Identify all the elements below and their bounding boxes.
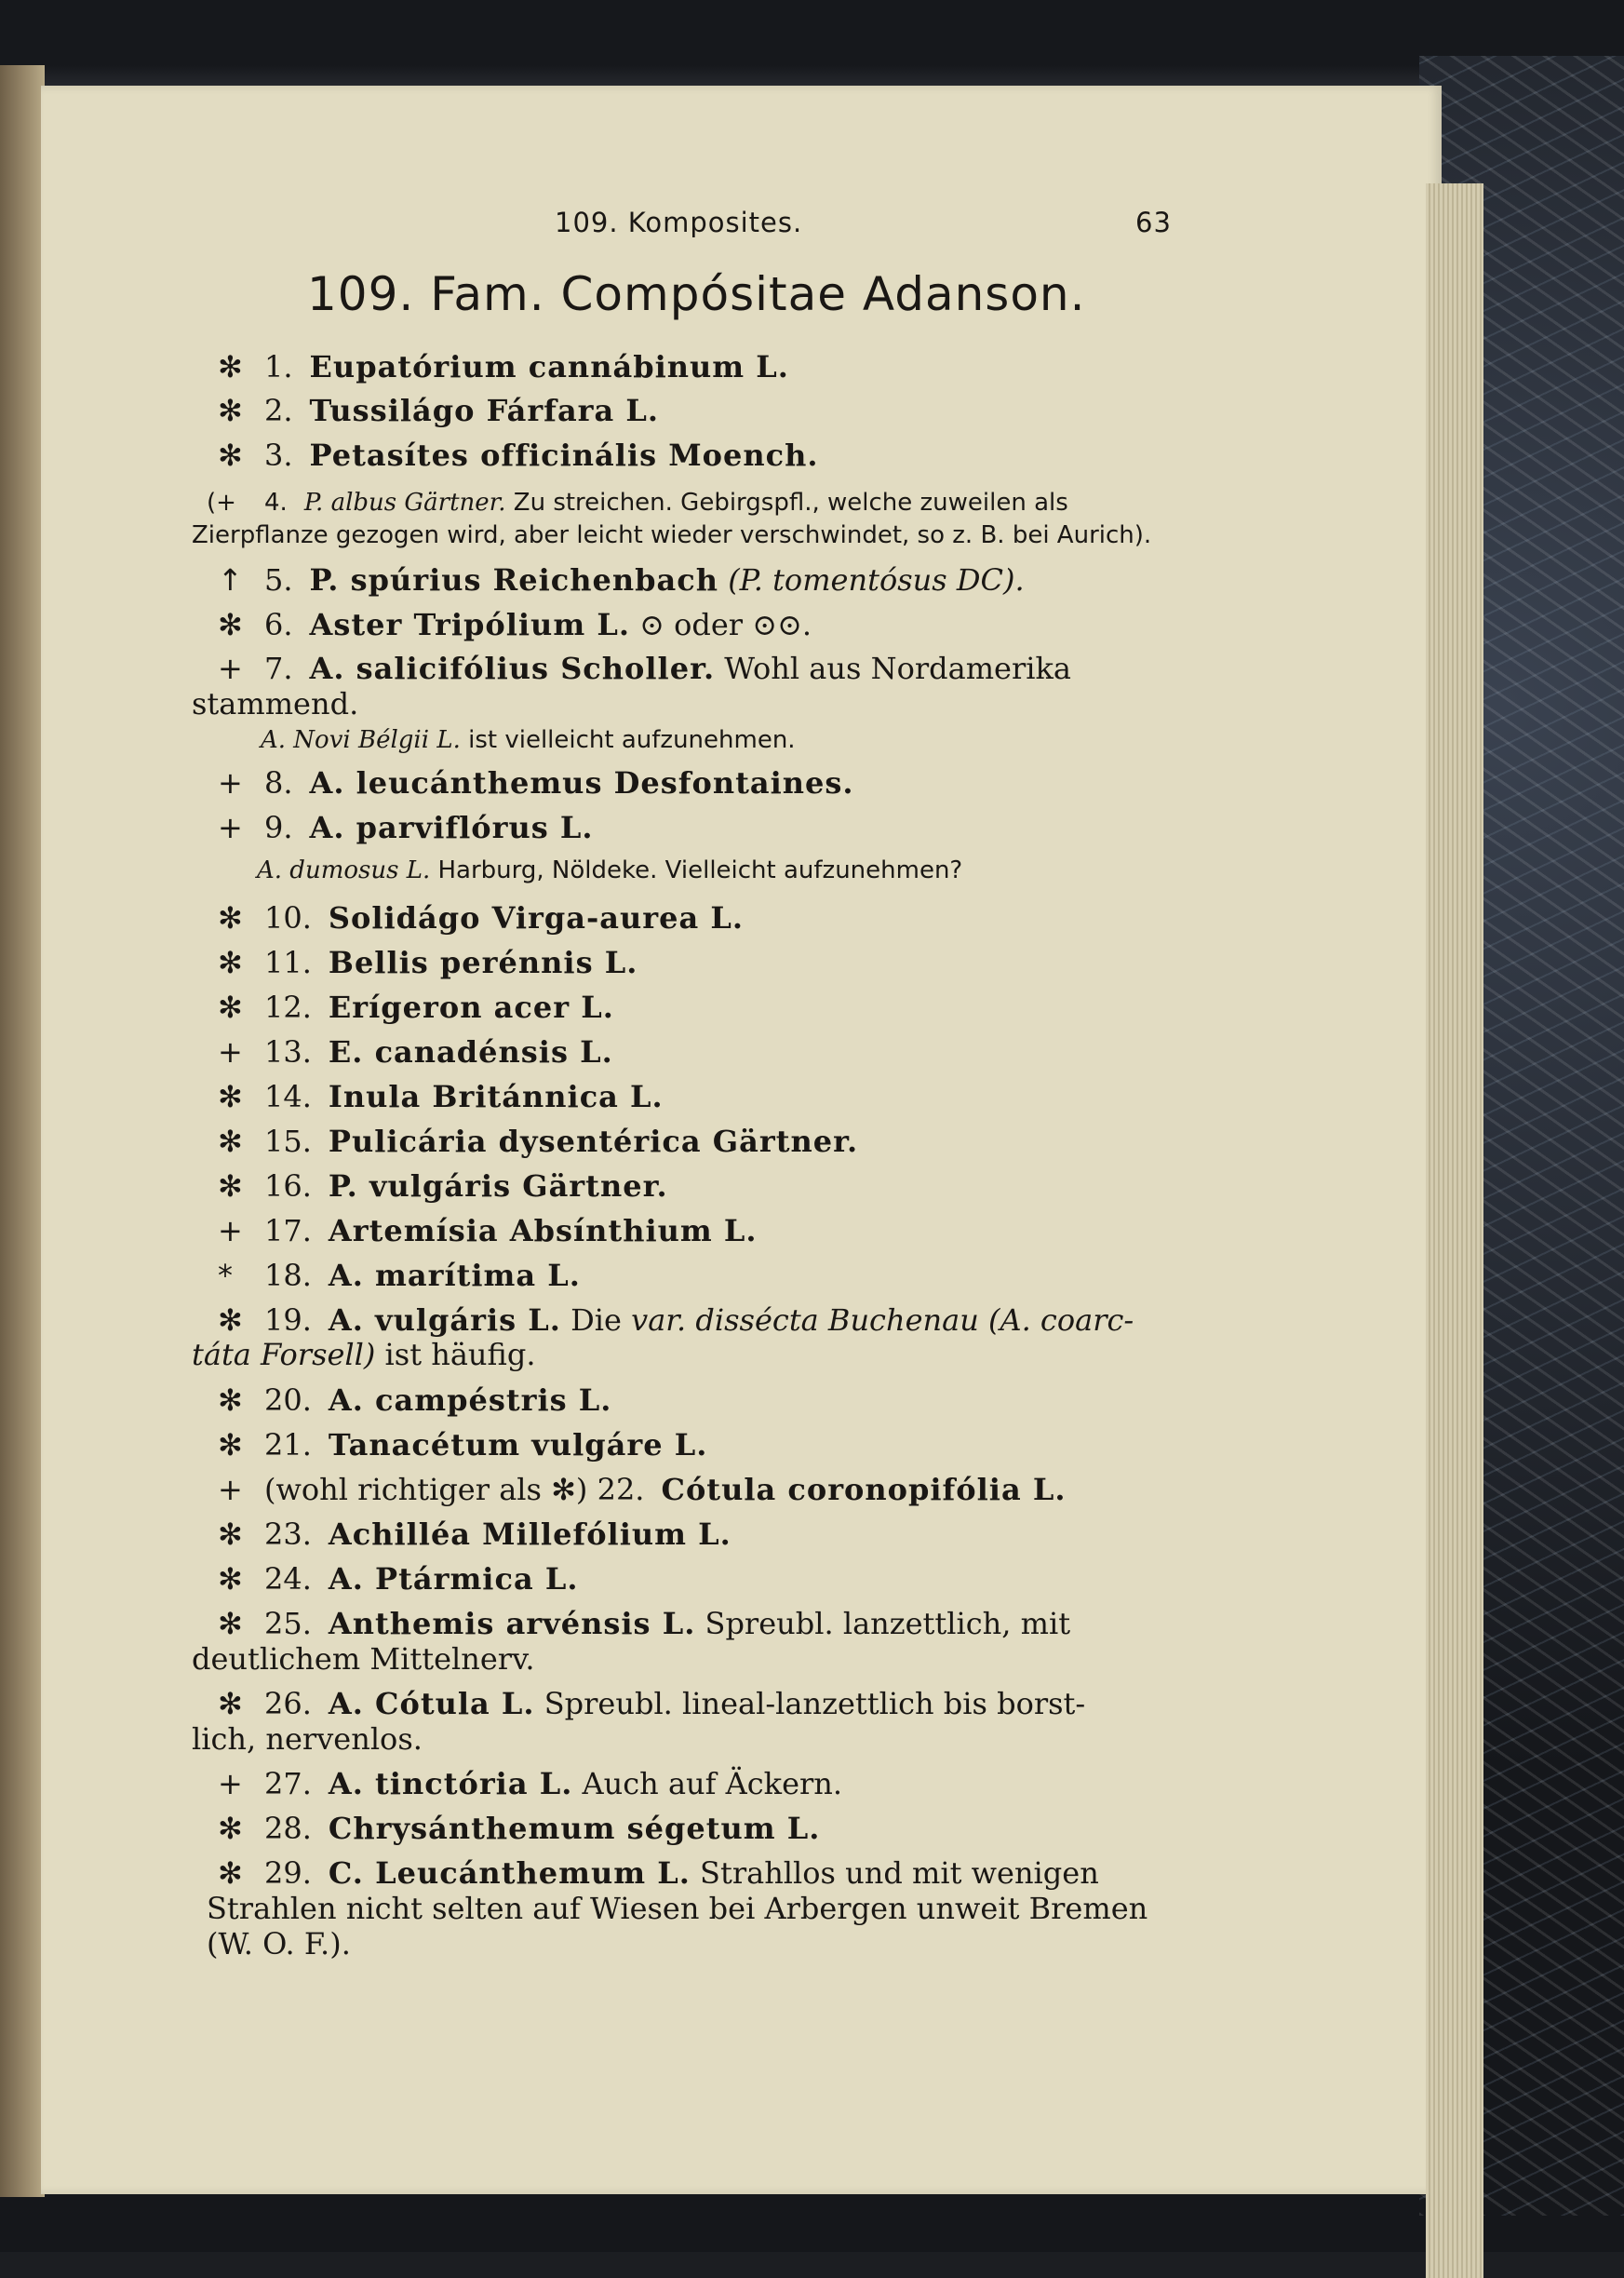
running-head-title: 109. Komposites.	[555, 207, 803, 238]
entry-4-cont: Zierpflanze gezogen wird, aber leicht wieder verschwindet, so z. B. bei Aurich).	[192, 521, 1152, 549]
entry-26-cont: lich, nervenlos.	[192, 1721, 423, 1757]
left-cover-edge	[0, 65, 45, 2197]
entry-23: ✻ 23. Achilléa Millefólium L.	[218, 1516, 731, 1552]
entry-26: ✻ 26. A. Cótula L. Spreubl. lineal-lanzettlich bis borst-	[218, 1686, 1086, 1721]
page-text	[41, 86, 1442, 2194]
entry-21: ✻ 21. Tanacétum vulgáre L.	[218, 1427, 708, 1463]
entry-11: ✻ 11. Bellis perénnis L.	[218, 945, 638, 980]
entry-29-cont2: (W. O. F.).	[207, 1926, 351, 1961]
entry-1: ✻ 1. Eupatórium cannábinum L.	[218, 349, 789, 384]
entry-2: ✻ 2. Tussilágo Fárfara L.	[218, 393, 660, 428]
entry-22: + (wohl richtiger als ✻) 22. Cótula coronopifólia L.	[218, 1472, 1067, 1507]
entry-25-cont: deutlichem Mittelnerv.	[192, 1641, 535, 1677]
entry-13: + 13. E. canadénsis L.	[218, 1034, 613, 1070]
entry-15: ✻ 15. Pulicária dysentérica Gärtner.	[218, 1124, 859, 1159]
entry-8: + 8. A. leucánthemus Desfontaines.	[218, 765, 854, 801]
entry-10: ✻ 10. Solidágo Virga-aurea L.	[218, 900, 745, 936]
note-dumosus: A. dumosus L. Harburg, Nöldeke. Vielleicht aufzunehmen?	[257, 856, 963, 884]
book-page	[41, 86, 1442, 2194]
entry-27: + 27. A. tinctória L. Auch auf Äckern.	[218, 1766, 843, 1801]
entry-25: ✻ 25. Anthemis arvénsis L. Spreubl. lanzettlich, mit	[218, 1606, 1071, 1641]
top-binding-edge	[0, 0, 1624, 93]
entry-12: ✻ 12. Erígeron acer L.	[218, 990, 614, 1025]
bottom-binding-edge	[0, 2188, 1624, 2252]
entry-16: ✻ 16. P. vulgáris Gärtner.	[218, 1168, 668, 1204]
entry-7: + 7. A. salicifólius Scholler. Wohl aus Nordamerika	[218, 651, 1071, 686]
page-number: 63	[1135, 207, 1172, 238]
note-novi-belgii: A. Novi Bélgii L. ist vielleicht aufzunehmen.	[261, 726, 796, 754]
entry-19: ✻ 19. A. vulgáris L. Die var. dissécta Buchenau (A. coarc-	[218, 1302, 1134, 1338]
entry-7-cont: stammend.	[192, 686, 359, 721]
entry-3: ✻ 3. Petasítes officinális Moench.	[218, 438, 819, 473]
entry-6: ✻ 6. Aster Tripólium L. ⊙ oder ⊙⊙.	[218, 607, 812, 642]
entry-14: ✻ 14. Inula Británnica L.	[218, 1079, 664, 1114]
entry-19-cont: táta Forsell) ist häufig.	[192, 1337, 536, 1372]
entry-29: ✻ 29. C. Leucánthemum L. Strahllos und mit wenigen	[218, 1855, 1099, 1891]
entry-20: ✻ 20. A. campéstris L.	[218, 1382, 612, 1418]
entry-29-cont: Strahlen nicht selten auf Wiesen bei Arbergen unweit Bremen	[207, 1891, 1148, 1926]
entry-9: + 9. A. parviflórus L.	[218, 810, 594, 845]
entry-28: ✻ 28. Chrysánthemum ségetum L.	[218, 1811, 821, 1846]
entry-24: ✻ 24. A. Ptármica L.	[218, 1561, 579, 1597]
entry-5: ↑ 5. P. spúrius Reichenbach (P. tomentósus DC).	[218, 562, 1025, 598]
entry-4: (+ 4. P. albus Gärtner. Zu streichen. Gebirgspfl., welche zuweilen als	[207, 489, 1068, 517]
family-title: 109. Fam. Compósitae Adanson.	[307, 267, 1086, 321]
entry-17: + 17. Artemísia Absínthium L.	[218, 1213, 758, 1248]
entry-18: * 18. A. marítima L.	[218, 1258, 581, 1293]
